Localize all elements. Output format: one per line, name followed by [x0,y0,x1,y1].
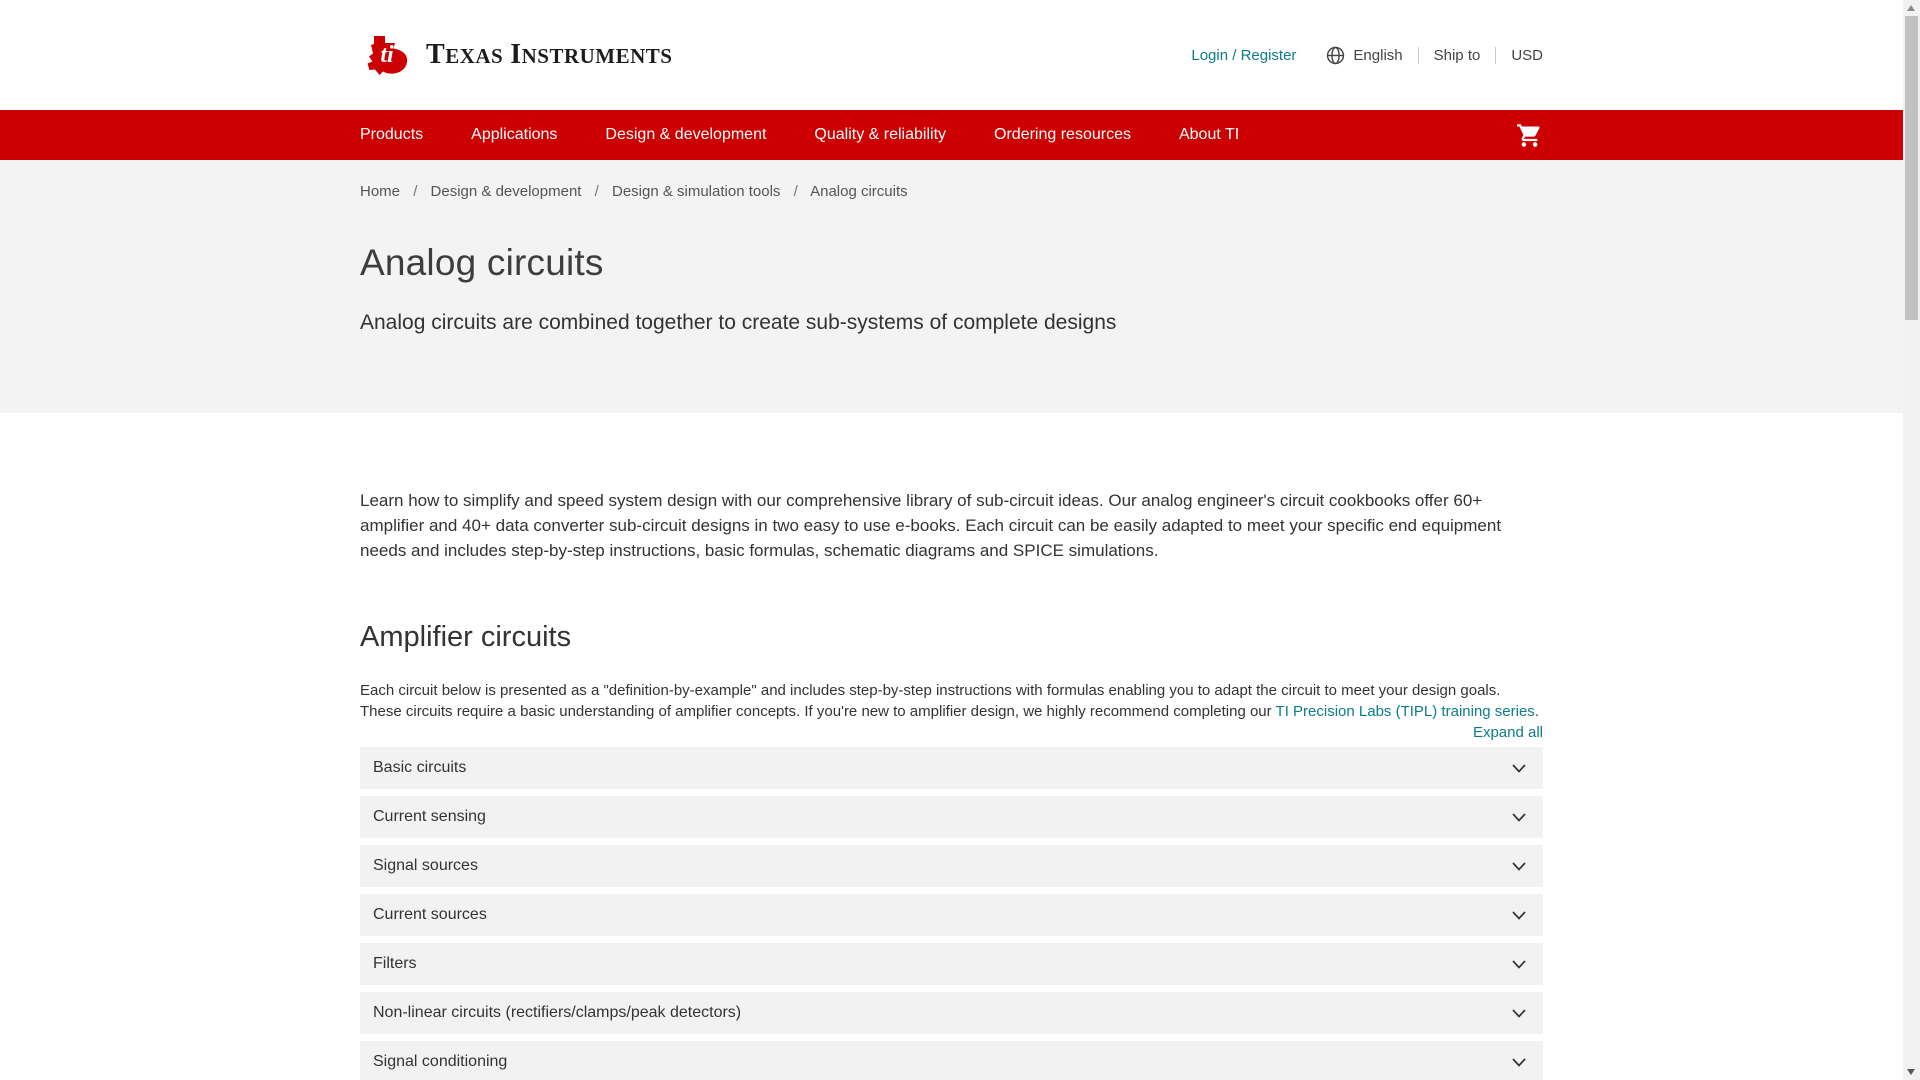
divider [1418,47,1419,64]
description-text: Each circuit below is presented as a "definition-by-example" and includes step-by-step instructions with formulas enabling you to adapt the circuit to meet your design goals. These circuits require a basic understanding of amplifier concepts. If you're new to amplifier design, we highly recommend completing our [360,682,1501,720]
chevron-down-icon [1512,764,1526,773]
nav-item-design-development[interactable]: Design & development [605,126,767,143]
breadcrumb-home[interactable]: Home [360,183,401,200]
scrollbar [1903,0,1920,1080]
expand-all-row [360,724,1543,742]
breadcrumb-separator: / [793,183,798,200]
breadcrumb-analog-circuits: Analog circuits [810,183,908,200]
cart-button[interactable] [1516,122,1543,149]
globe-icon [1326,46,1345,65]
ship-to-link[interactable]: Ship to [1433,46,1481,64]
main-content [0,413,1903,1080]
nav-item-quality-reliability[interactable]: Quality & reliability [814,126,947,143]
divider [1495,47,1496,64]
nav-item-products[interactable]: Products [360,126,424,143]
amplifier-circuits-description [360,680,1543,722]
accordion-label: Non-linear circuits (rectifiers/clamps/peak detectors) [373,1004,742,1021]
login-register-link[interactable]: Login / Register [1191,46,1297,64]
currency-link[interactable]: USD [1511,46,1543,64]
chevron-down-icon [1512,862,1526,871]
hero-section [0,160,1903,413]
nav-item-about-ti[interactable]: About TI [1178,126,1240,143]
chevron-down-icon [1512,960,1526,969]
page-title: Analog circuits [360,242,604,283]
accordion-non-linear-circuits[interactable] [360,992,1543,1034]
expand-all-link[interactable]: Expand all [1472,724,1543,741]
accordion-label: Current sources [373,906,487,923]
svg-text:ti: ti [380,42,394,68]
scrollbar-thumb[interactable] [1905,16,1918,320]
main-navigation [0,110,1903,160]
breadcrumb-design-development[interactable]: Design & development [430,183,582,200]
accordion-current-sources[interactable] [360,894,1543,936]
accordion-label: Filters [373,955,417,972]
site-header [0,0,1903,110]
amplifier-circuits-title: Amplifier circuits [360,621,572,653]
ti-logo-bug-icon [360,35,414,75]
breadcrumb-separator: / [413,183,418,200]
intro-paragraph: Learn how to simplify and speed system design with our comprehensive library of sub-circuit ideas. Our analog engineer's circuit cookbooks offer 60+ amplifier and 40+ data converter sub-circuit designs in two easy to use e-books. Each circuit can be easily adapted to meet your specific end equipment needs and includes step-by-step instructions, basic formulas, schematic diagrams and SPICE simulations. [360,491,1502,560]
accordion-basic-circuits[interactable] [360,747,1543,789]
language-selector[interactable] [1326,46,1402,65]
chevron-down-icon [1512,1058,1526,1067]
header-utility-bar [1191,46,1543,65]
accordion-current-sensing[interactable] [360,796,1543,838]
language-label: English [1353,46,1403,64]
accordion-label: Signal sources [373,857,478,874]
accordion-signal-sources[interactable] [360,845,1543,887]
breadcrumb-separator: / [594,183,599,200]
ti-wordmark: TEXAS INSTRUMENTS [426,39,673,70]
description-text-end: . [1534,703,1539,720]
nav-item-applications[interactable]: Applications [471,126,558,143]
chevron-down-icon [1512,1009,1526,1018]
accordion-signal-conditioning[interactable] [360,1041,1543,1080]
chevron-down-icon [1512,911,1526,920]
breadcrumb [360,183,1543,200]
page-subtitle: Analog circuits are combined together to create sub-systems of complete designs [360,311,1117,334]
accordion-label: Signal conditioning [373,1053,508,1070]
accordion-filters[interactable] [360,943,1543,985]
breadcrumb-design-simulation-tools[interactable]: Design & simulation tools [611,183,781,200]
scrollbar-up-arrow[interactable] [1903,0,1920,16]
accordion-list [360,747,1543,1080]
cart-icon [1516,122,1543,149]
scrollbar-down-arrow[interactable] [1903,1064,1920,1080]
nav-item-ordering-resources[interactable]: Ordering resources [994,126,1131,143]
accordion-label: Current sensing [373,808,486,825]
ti-home-logo[interactable] [360,35,673,75]
tipl-training-series-link[interactable]: TI Precision Labs (TIPL) training series [1275,703,1535,720]
chevron-down-icon [1512,813,1526,822]
accordion-label: Basic circuits [373,759,467,776]
